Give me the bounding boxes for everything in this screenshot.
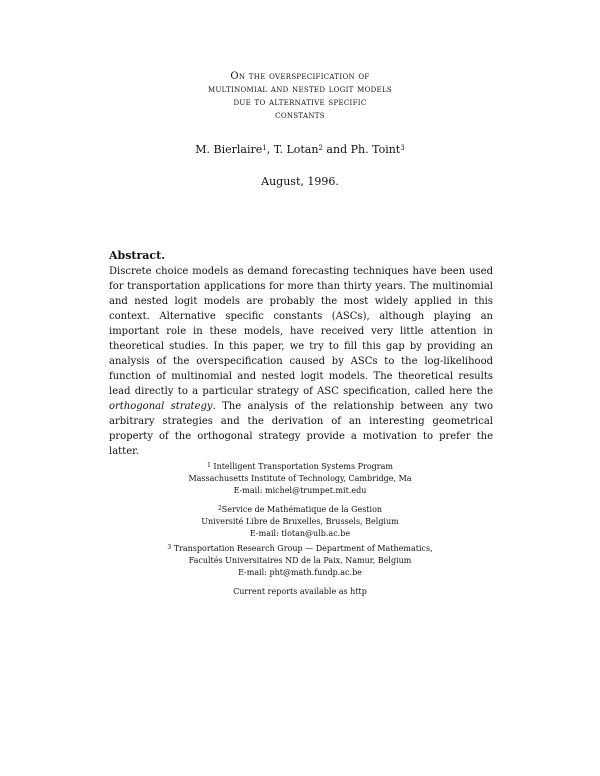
abstract-section	[109, 248, 493, 459]
abstract-emphasis: orthogonal strategy	[109, 401, 213, 412]
affiliation-3	[120, 543, 480, 579]
publication-date: August, 1996.	[261, 175, 339, 188]
affiliation-2-mark: 2	[217, 505, 222, 512]
author-lotan: T. Lotan	[273, 143, 319, 156]
author-line	[100, 143, 500, 157]
affiliation-3-line-2: Facultés Universitaires ND de la Paix, Namur, Belgium	[188, 556, 412, 565]
affiliation-3-line-1: Transportation Research Group — Department of Mathematics,	[173, 544, 433, 553]
abstract-heading: Abstract.	[109, 249, 166, 262]
affiliation-1-mark: 1	[207, 462, 211, 469]
affiliation-1-line-1: Intelligent Transportation Systems Program	[213, 462, 393, 471]
title-line-2: multinomial and nested logit models	[208, 84, 392, 95]
author-1-footnote-mark: 1	[262, 144, 267, 152]
affiliation-1-email: E-mail: michel@trumpet.mit.edu	[233, 486, 367, 495]
affiliation-3-mark: 3	[167, 544, 172, 551]
author-toint: Ph. Toint	[350, 143, 401, 156]
paper-title	[100, 70, 500, 122]
author-2-footnote-mark: 2	[318, 144, 323, 152]
author-3-footnote-mark: 3	[400, 144, 405, 152]
affiliation-2	[120, 504, 480, 540]
reports-note: Current reports available as http	[233, 587, 367, 596]
author-separator-1: ,	[266, 143, 274, 156]
affiliation-1-line-2: Massachusetts Institute of Technology, Cambridge, Ma	[188, 474, 412, 483]
abstract-text-part-1: Discrete choice models as demand forecasting techniques have been used for transportation applications for more than thirty years. The multinomial and nested logit models are probably the most widely applied in this context. Alternative specific constants (ASCs), although playing an important role in these models, have received very little attention in theoretical studies. In this paper, we try to fill this gap by providing an analysis of the overspecification caused by ASCs to the log-likelihood function of multinomial and nested logit models. The theoretical results lead directly to a particular strategy of ASC specification, called here the	[109, 266, 493, 397]
title-line-1: On the overspecification of	[230, 71, 370, 82]
affiliation-1	[120, 461, 480, 497]
author-separator-2: and	[322, 143, 351, 156]
abstract-text-part-2: . The analysis of the relationship between any two arbitrary strategies and the derivation of an interesting geometrical property of the orthogonal strategy provide a motivation to prefer the latter.	[109, 401, 493, 457]
affiliation-2-email: E-mail: tlotan@ulb.ac.be	[249, 529, 351, 538]
affiliation-2-line-1: Service de Mathématique de la Gestion	[221, 505, 383, 514]
title-line-3: due to alternative specific	[233, 97, 367, 108]
affiliation-2-line-2: Université Libre de Bruxelles, Brussels, Belgium	[201, 517, 399, 526]
title-line-4: constants	[275, 110, 325, 121]
affiliation-3-email: E-mail: pht@math.fundp.ac.be	[238, 568, 362, 577]
abstract-text	[109, 264, 493, 459]
author-bierlaire: M. Bierlaire	[195, 143, 263, 156]
